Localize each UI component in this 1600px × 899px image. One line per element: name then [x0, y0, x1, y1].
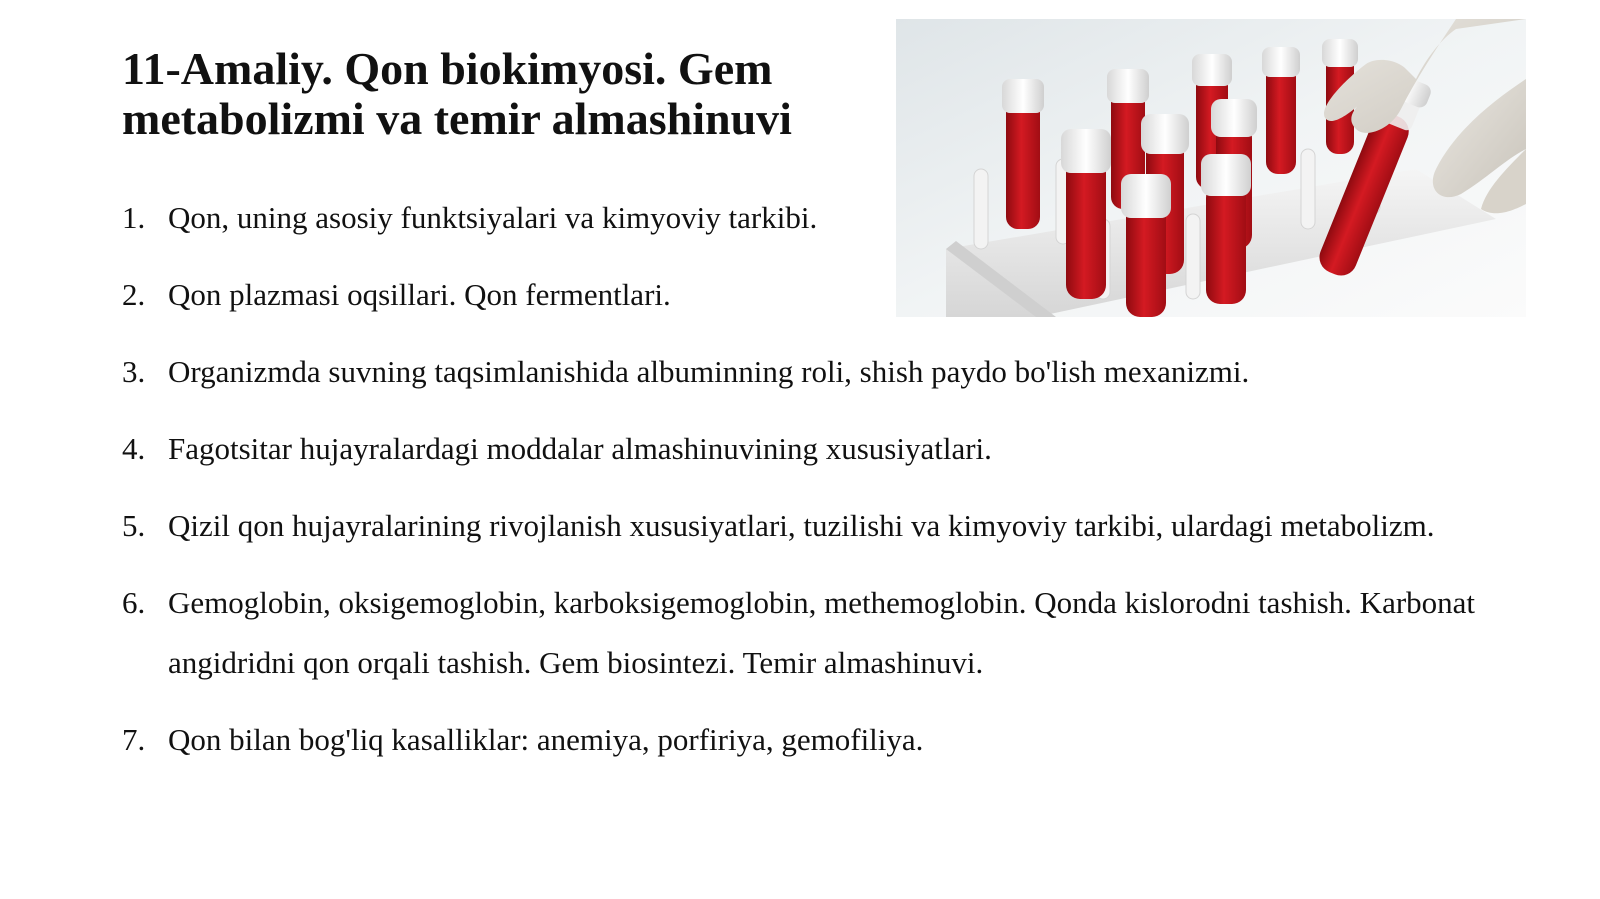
list-item-text: Qizil qon hujayralarining rivojlanish xususiyatlari, tuzilishi va kimyoviy tarkibi, ulardagi metabolizm. [168, 508, 1435, 543]
list-item-number: 2. [122, 277, 146, 312]
list-item-number: 1. [122, 200, 146, 235]
list-item [122, 710, 1502, 770]
list-item [122, 573, 1548, 693]
list-item-text: Qon plazmasi oqsillari. Qon fermentlari. [168, 277, 671, 312]
list-item [122, 265, 1502, 325]
list-item-text: Qon bilan bog'liq kasalliklar: anemiya, porfiriya, gemofiliya. [168, 722, 924, 757]
slide-title [122, 44, 882, 144]
list-item-text: Qon, uning asosiy funktsiyalari va kimyoviy tarkibi. [168, 200, 818, 235]
list-item-text: Fagotsitar hujayralardagi moddalar almashinuvining xususiyatlari. [168, 431, 992, 466]
list-item [122, 188, 1502, 248]
list-item-number: 5. [122, 508, 146, 543]
list-item-number: 4. [122, 431, 146, 466]
list-item [122, 342, 1502, 402]
slide-title-line-1: 11-Amaliy. Qon biokimyosi. Gem [122, 43, 773, 94]
list-item [122, 419, 1502, 479]
list-item-text: Organizmda suvning taqsimlanishida albuminning roli, shish paydo bo'lish mexanizmi. [168, 354, 1250, 389]
topic-list [122, 188, 1502, 787]
list-item-number: 3. [122, 354, 146, 389]
list-item-text: Gemoglobin, oksigemoglobin, karboksigemoglobin, methemoglobin. Qonda kislorodni tashish. Karbonat angidridni qon orqali tashish. Gem biosintezi. Temir almashinuvi. [168, 585, 1476, 680]
list-item [122, 496, 1468, 556]
list-item-number: 6. [122, 585, 146, 620]
slide-title-line-2: metabolizmi va temir almashinuvi [122, 93, 792, 144]
list-item-number: 7. [122, 722, 146, 757]
